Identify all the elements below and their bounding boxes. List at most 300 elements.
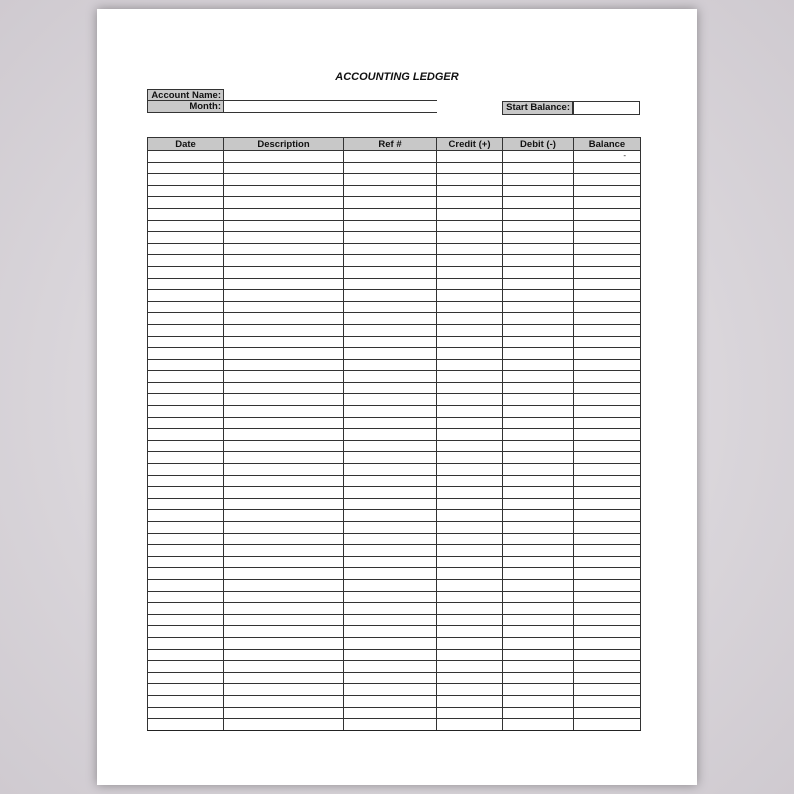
- credit-cell[interactable]: [437, 464, 503, 476]
- credit-cell[interactable]: [437, 348, 503, 360]
- start-balance-field[interactable]: [573, 101, 640, 115]
- date-cell[interactable]: [148, 591, 224, 603]
- ref-cell[interactable]: [344, 185, 437, 197]
- description-cell[interactable]: [224, 382, 344, 394]
- debit-cell[interactable]: [503, 579, 574, 591]
- credit-cell[interactable]: [437, 556, 503, 568]
- credit-cell[interactable]: [437, 406, 503, 418]
- credit-cell[interactable]: [437, 707, 503, 719]
- date-cell[interactable]: [148, 406, 224, 418]
- description-cell[interactable]: [224, 591, 344, 603]
- debit-cell[interactable]: [503, 464, 574, 476]
- debit-cell[interactable]: [503, 487, 574, 499]
- balance-cell[interactable]: [574, 290, 641, 302]
- date-cell[interactable]: [148, 522, 224, 534]
- ref-cell[interactable]: [344, 232, 437, 244]
- balance-cell[interactable]: [574, 266, 641, 278]
- credit-cell[interactable]: [437, 475, 503, 487]
- description-cell[interactable]: [224, 614, 344, 626]
- description-cell[interactable]: [224, 255, 344, 267]
- debit-cell[interactable]: [503, 394, 574, 406]
- balance-cell[interactable]: [574, 197, 641, 209]
- ref-cell[interactable]: [344, 290, 437, 302]
- description-cell[interactable]: [224, 185, 344, 197]
- balance-cell[interactable]: [574, 649, 641, 661]
- description-cell[interactable]: [224, 278, 344, 290]
- description-cell[interactable]: [224, 556, 344, 568]
- description-cell[interactable]: [224, 487, 344, 499]
- ref-cell[interactable]: [344, 707, 437, 719]
- ref-cell[interactable]: [344, 417, 437, 429]
- date-cell[interactable]: [148, 371, 224, 383]
- credit-cell[interactable]: [437, 603, 503, 615]
- balance-cell[interactable]: [574, 348, 641, 360]
- date-cell[interactable]: [148, 695, 224, 707]
- description-cell[interactable]: [224, 498, 344, 510]
- description-cell[interactable]: [224, 232, 344, 244]
- balance-cell[interactable]: [574, 568, 641, 580]
- balance-cell[interactable]: [574, 579, 641, 591]
- debit-cell[interactable]: [503, 324, 574, 336]
- balance-cell[interactable]: [574, 603, 641, 615]
- description-cell[interactable]: [224, 348, 344, 360]
- credit-cell[interactable]: [437, 162, 503, 174]
- description-cell[interactable]: [224, 220, 344, 232]
- date-cell[interactable]: [148, 197, 224, 209]
- debit-cell[interactable]: [503, 626, 574, 638]
- balance-cell[interactable]: [574, 301, 641, 313]
- date-cell[interactable]: [148, 174, 224, 186]
- ref-cell[interactable]: [344, 174, 437, 186]
- ref-cell[interactable]: [344, 429, 437, 441]
- credit-cell[interactable]: [437, 301, 503, 313]
- credit-cell[interactable]: [437, 290, 503, 302]
- description-cell[interactable]: [224, 545, 344, 557]
- ref-cell[interactable]: [344, 556, 437, 568]
- debit-cell[interactable]: [503, 371, 574, 383]
- balance-cell[interactable]: [574, 695, 641, 707]
- ref-cell[interactable]: [344, 545, 437, 557]
- description-cell[interactable]: [224, 301, 344, 313]
- description-cell[interactable]: [224, 707, 344, 719]
- debit-cell[interactable]: [503, 591, 574, 603]
- ref-cell[interactable]: [344, 498, 437, 510]
- debit-cell[interactable]: [503, 510, 574, 522]
- description-cell[interactable]: [224, 197, 344, 209]
- debit-cell[interactable]: [503, 452, 574, 464]
- ref-cell[interactable]: [344, 243, 437, 255]
- ref-cell[interactable]: [344, 197, 437, 209]
- balance-cell[interactable]: -: [574, 151, 641, 163]
- debit-cell[interactable]: [503, 695, 574, 707]
- date-cell[interactable]: [148, 614, 224, 626]
- description-cell[interactable]: [224, 290, 344, 302]
- debit-cell[interactable]: [503, 208, 574, 220]
- ref-cell[interactable]: [344, 394, 437, 406]
- ref-cell[interactable]: [344, 406, 437, 418]
- credit-cell[interactable]: [437, 313, 503, 325]
- ref-cell[interactable]: [344, 579, 437, 591]
- description-cell[interactable]: [224, 406, 344, 418]
- credit-cell[interactable]: [437, 382, 503, 394]
- debit-cell[interactable]: [503, 661, 574, 673]
- ref-cell[interactable]: [344, 324, 437, 336]
- date-cell[interactable]: [148, 278, 224, 290]
- date-cell[interactable]: [148, 556, 224, 568]
- debit-cell[interactable]: [503, 255, 574, 267]
- date-cell[interactable]: [148, 510, 224, 522]
- credit-cell[interactable]: [437, 371, 503, 383]
- balance-cell[interactable]: [574, 719, 641, 731]
- credit-cell[interactable]: [437, 672, 503, 684]
- date-cell[interactable]: [148, 417, 224, 429]
- date-cell[interactable]: [148, 649, 224, 661]
- debit-cell[interactable]: [503, 185, 574, 197]
- balance-cell[interactable]: [574, 591, 641, 603]
- debit-cell[interactable]: [503, 498, 574, 510]
- description-cell[interactable]: [224, 440, 344, 452]
- balance-cell[interactable]: [574, 440, 641, 452]
- credit-cell[interactable]: [437, 684, 503, 696]
- description-cell[interactable]: [224, 579, 344, 591]
- date-cell[interactable]: [148, 382, 224, 394]
- credit-cell[interactable]: [437, 626, 503, 638]
- ref-cell[interactable]: [344, 359, 437, 371]
- credit-cell[interactable]: [437, 232, 503, 244]
- date-cell[interactable]: [148, 684, 224, 696]
- date-cell[interactable]: [148, 579, 224, 591]
- date-cell[interactable]: [148, 545, 224, 557]
- balance-cell[interactable]: [574, 545, 641, 557]
- credit-cell[interactable]: [437, 498, 503, 510]
- debit-cell[interactable]: [503, 603, 574, 615]
- balance-cell[interactable]: [574, 487, 641, 499]
- credit-cell[interactable]: [437, 695, 503, 707]
- credit-cell[interactable]: [437, 579, 503, 591]
- balance-cell[interactable]: [574, 220, 641, 232]
- description-cell[interactable]: [224, 533, 344, 545]
- date-cell[interactable]: [148, 452, 224, 464]
- description-cell[interactable]: [224, 162, 344, 174]
- debit-cell[interactable]: [503, 719, 574, 731]
- balance-cell[interactable]: [574, 533, 641, 545]
- description-cell[interactable]: [224, 695, 344, 707]
- date-cell[interactable]: [148, 208, 224, 220]
- date-cell[interactable]: [148, 324, 224, 336]
- description-cell[interactable]: [224, 649, 344, 661]
- date-cell[interactable]: [148, 626, 224, 638]
- balance-cell[interactable]: [574, 475, 641, 487]
- balance-cell[interactable]: [574, 394, 641, 406]
- description-cell[interactable]: [224, 568, 344, 580]
- description-cell[interactable]: [224, 371, 344, 383]
- balance-cell[interactable]: [574, 707, 641, 719]
- debit-cell[interactable]: [503, 382, 574, 394]
- debit-cell[interactable]: [503, 197, 574, 209]
- credit-cell[interactable]: [437, 637, 503, 649]
- date-cell[interactable]: [148, 220, 224, 232]
- ref-cell[interactable]: [344, 162, 437, 174]
- debit-cell[interactable]: [503, 417, 574, 429]
- debit-cell[interactable]: [503, 162, 574, 174]
- debit-cell[interactable]: [503, 556, 574, 568]
- credit-cell[interactable]: [437, 661, 503, 673]
- balance-cell[interactable]: [574, 684, 641, 696]
- balance-cell[interactable]: [574, 324, 641, 336]
- description-cell[interactable]: [224, 510, 344, 522]
- description-cell[interactable]: [224, 603, 344, 615]
- debit-cell[interactable]: [503, 232, 574, 244]
- credit-cell[interactable]: [437, 510, 503, 522]
- credit-cell[interactable]: [437, 568, 503, 580]
- balance-cell[interactable]: [574, 185, 641, 197]
- balance-cell[interactable]: [574, 371, 641, 383]
- credit-cell[interactable]: [437, 452, 503, 464]
- balance-cell[interactable]: [574, 417, 641, 429]
- description-cell[interactable]: [224, 243, 344, 255]
- date-cell[interactable]: [148, 185, 224, 197]
- balance-cell[interactable]: [574, 498, 641, 510]
- ref-cell[interactable]: [344, 661, 437, 673]
- balance-cell[interactable]: [574, 637, 641, 649]
- debit-cell[interactable]: [503, 672, 574, 684]
- ref-cell[interactable]: [344, 313, 437, 325]
- balance-cell[interactable]: [574, 174, 641, 186]
- description-cell[interactable]: [224, 452, 344, 464]
- balance-cell[interactable]: [574, 359, 641, 371]
- balance-cell[interactable]: [574, 243, 641, 255]
- ref-cell[interactable]: [344, 301, 437, 313]
- date-cell[interactable]: [148, 359, 224, 371]
- credit-cell[interactable]: [437, 359, 503, 371]
- balance-cell[interactable]: [574, 232, 641, 244]
- ref-cell[interactable]: [344, 208, 437, 220]
- ref-cell[interactable]: [344, 440, 437, 452]
- description-cell[interactable]: [224, 522, 344, 534]
- date-cell[interactable]: [148, 661, 224, 673]
- ref-cell[interactable]: [344, 684, 437, 696]
- debit-cell[interactable]: [503, 614, 574, 626]
- ref-cell[interactable]: [344, 522, 437, 534]
- description-cell[interactable]: [224, 208, 344, 220]
- description-cell[interactable]: [224, 637, 344, 649]
- description-cell[interactable]: [224, 464, 344, 476]
- credit-cell[interactable]: [437, 487, 503, 499]
- debit-cell[interactable]: [503, 522, 574, 534]
- description-cell[interactable]: [224, 661, 344, 673]
- debit-cell[interactable]: [503, 359, 574, 371]
- date-cell[interactable]: [148, 475, 224, 487]
- ref-cell[interactable]: [344, 695, 437, 707]
- balance-cell[interactable]: [574, 336, 641, 348]
- date-cell[interactable]: [148, 266, 224, 278]
- balance-cell[interactable]: [574, 313, 641, 325]
- credit-cell[interactable]: [437, 719, 503, 731]
- balance-cell[interactable]: [574, 278, 641, 290]
- debit-cell[interactable]: [503, 174, 574, 186]
- date-cell[interactable]: [148, 440, 224, 452]
- date-cell[interactable]: [148, 719, 224, 731]
- credit-cell[interactable]: [437, 197, 503, 209]
- debit-cell[interactable]: [503, 568, 574, 580]
- date-cell[interactable]: [148, 313, 224, 325]
- ref-cell[interactable]: [344, 371, 437, 383]
- description-cell[interactable]: [224, 151, 344, 163]
- credit-cell[interactable]: [437, 417, 503, 429]
- ref-cell[interactable]: [344, 591, 437, 603]
- debit-cell[interactable]: [503, 348, 574, 360]
- balance-cell[interactable]: [574, 162, 641, 174]
- date-cell[interactable]: [148, 603, 224, 615]
- credit-cell[interactable]: [437, 220, 503, 232]
- date-cell[interactable]: [148, 336, 224, 348]
- description-cell[interactable]: [224, 429, 344, 441]
- ref-cell[interactable]: [344, 603, 437, 615]
- date-cell[interactable]: [148, 394, 224, 406]
- credit-cell[interactable]: [437, 266, 503, 278]
- ref-cell[interactable]: [344, 382, 437, 394]
- description-cell[interactable]: [224, 719, 344, 731]
- ref-cell[interactable]: [344, 719, 437, 731]
- ref-cell[interactable]: [344, 452, 437, 464]
- credit-cell[interactable]: [437, 649, 503, 661]
- credit-cell[interactable]: [437, 394, 503, 406]
- description-cell[interactable]: [224, 417, 344, 429]
- ref-cell[interactable]: [344, 464, 437, 476]
- ref-cell[interactable]: [344, 255, 437, 267]
- date-cell[interactable]: [148, 301, 224, 313]
- date-cell[interactable]: [148, 533, 224, 545]
- date-cell[interactable]: [148, 232, 224, 244]
- description-cell[interactable]: [224, 626, 344, 638]
- description-cell[interactable]: [224, 684, 344, 696]
- date-cell[interactable]: [148, 487, 224, 499]
- debit-cell[interactable]: [503, 475, 574, 487]
- debit-cell[interactable]: [503, 266, 574, 278]
- ref-cell[interactable]: [344, 151, 437, 163]
- description-cell[interactable]: [224, 359, 344, 371]
- credit-cell[interactable]: [437, 151, 503, 163]
- debit-cell[interactable]: [503, 406, 574, 418]
- date-cell[interactable]: [148, 568, 224, 580]
- debit-cell[interactable]: [503, 243, 574, 255]
- date-cell[interactable]: [148, 162, 224, 174]
- credit-cell[interactable]: [437, 440, 503, 452]
- credit-cell[interactable]: [437, 243, 503, 255]
- debit-cell[interactable]: [503, 684, 574, 696]
- debit-cell[interactable]: [503, 301, 574, 313]
- date-cell[interactable]: [148, 151, 224, 163]
- credit-cell[interactable]: [437, 336, 503, 348]
- debit-cell[interactable]: [503, 220, 574, 232]
- description-cell[interactable]: [224, 336, 344, 348]
- ref-cell[interactable]: [344, 626, 437, 638]
- credit-cell[interactable]: [437, 174, 503, 186]
- debit-cell[interactable]: [503, 429, 574, 441]
- debit-cell[interactable]: [503, 336, 574, 348]
- balance-cell[interactable]: [574, 406, 641, 418]
- debit-cell[interactable]: [503, 637, 574, 649]
- credit-cell[interactable]: [437, 429, 503, 441]
- debit-cell[interactable]: [503, 151, 574, 163]
- balance-cell[interactable]: [574, 672, 641, 684]
- credit-cell[interactable]: [437, 522, 503, 534]
- date-cell[interactable]: [148, 348, 224, 360]
- date-cell[interactable]: [148, 464, 224, 476]
- balance-cell[interactable]: [574, 452, 641, 464]
- ref-cell[interactable]: [344, 637, 437, 649]
- ref-cell[interactable]: [344, 278, 437, 290]
- balance-cell[interactable]: [574, 614, 641, 626]
- debit-cell[interactable]: [503, 707, 574, 719]
- month-field[interactable]: [224, 101, 437, 113]
- debit-cell[interactable]: [503, 545, 574, 557]
- ref-cell[interactable]: [344, 649, 437, 661]
- ref-cell[interactable]: [344, 266, 437, 278]
- debit-cell[interactable]: [503, 313, 574, 325]
- balance-cell[interactable]: [574, 255, 641, 267]
- date-cell[interactable]: [148, 672, 224, 684]
- balance-cell[interactable]: [574, 382, 641, 394]
- ref-cell[interactable]: [344, 672, 437, 684]
- balance-cell[interactable]: [574, 522, 641, 534]
- description-cell[interactable]: [224, 313, 344, 325]
- credit-cell[interactable]: [437, 208, 503, 220]
- ref-cell[interactable]: [344, 487, 437, 499]
- debit-cell[interactable]: [503, 278, 574, 290]
- description-cell[interactable]: [224, 475, 344, 487]
- credit-cell[interactable]: [437, 278, 503, 290]
- credit-cell[interactable]: [437, 533, 503, 545]
- ref-cell[interactable]: [344, 533, 437, 545]
- balance-cell[interactable]: [574, 661, 641, 673]
- ref-cell[interactable]: [344, 510, 437, 522]
- ref-cell[interactable]: [344, 220, 437, 232]
- description-cell[interactable]: [224, 672, 344, 684]
- description-cell[interactable]: [224, 174, 344, 186]
- ref-cell[interactable]: [344, 475, 437, 487]
- balance-cell[interactable]: [574, 208, 641, 220]
- date-cell[interactable]: [148, 255, 224, 267]
- credit-cell[interactable]: [437, 545, 503, 557]
- description-cell[interactable]: [224, 394, 344, 406]
- date-cell[interactable]: [148, 290, 224, 302]
- ref-cell[interactable]: [344, 614, 437, 626]
- balance-cell[interactable]: [574, 429, 641, 441]
- date-cell[interactable]: [148, 637, 224, 649]
- description-cell[interactable]: [224, 324, 344, 336]
- credit-cell[interactable]: [437, 324, 503, 336]
- balance-cell[interactable]: [574, 626, 641, 638]
- balance-cell[interactable]: [574, 556, 641, 568]
- ref-cell[interactable]: [344, 568, 437, 580]
- balance-cell[interactable]: [574, 464, 641, 476]
- date-cell[interactable]: [148, 498, 224, 510]
- credit-cell[interactable]: [437, 614, 503, 626]
- balance-cell[interactable]: [574, 510, 641, 522]
- credit-cell[interactable]: [437, 591, 503, 603]
- debit-cell[interactable]: [503, 440, 574, 452]
- debit-cell[interactable]: [503, 533, 574, 545]
- ref-cell[interactable]: [344, 348, 437, 360]
- description-cell[interactable]: [224, 266, 344, 278]
- debit-cell[interactable]: [503, 290, 574, 302]
- debit-cell[interactable]: [503, 649, 574, 661]
- credit-cell[interactable]: [437, 255, 503, 267]
- date-cell[interactable]: [148, 429, 224, 441]
- credit-cell[interactable]: [437, 185, 503, 197]
- ref-cell[interactable]: [344, 336, 437, 348]
